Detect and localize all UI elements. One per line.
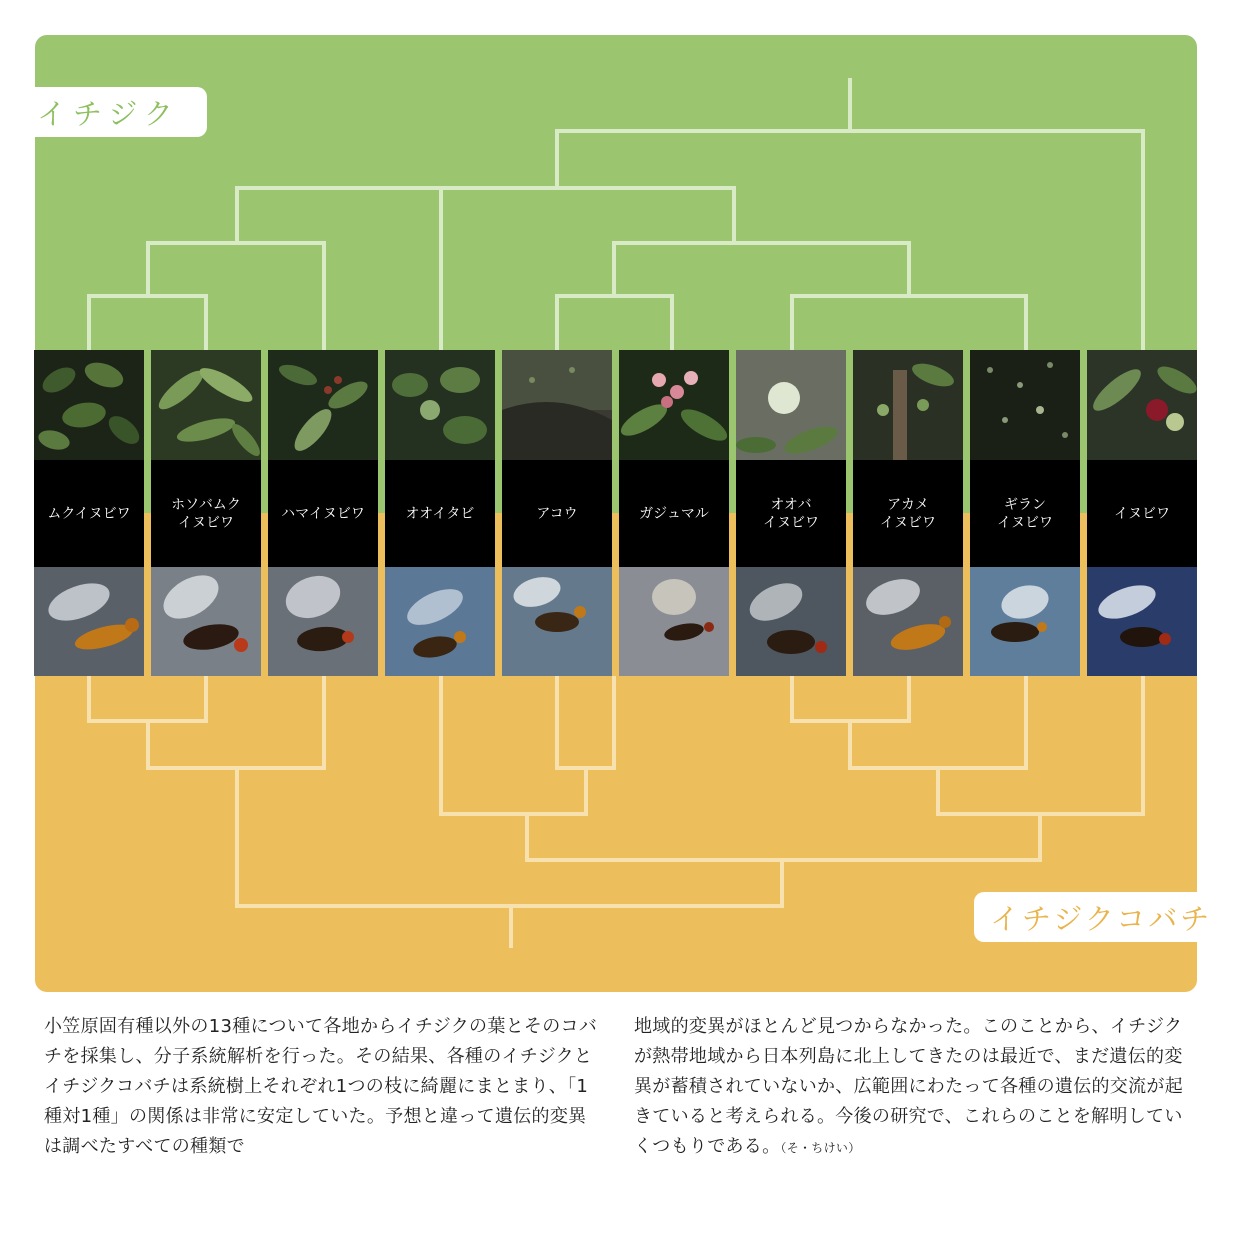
species-name: アカメ イヌビワ: [853, 460, 963, 567]
species-column: [268, 350, 378, 676]
wasp-photo: [736, 567, 846, 676]
author-credit: （そ・ちけい）: [780, 1141, 861, 1155]
wasp-tree-label: イチジクコバチ: [974, 892, 1197, 942]
wasp-photo: [853, 567, 963, 676]
species-name: ムクイヌビワ: [34, 460, 144, 567]
fig-photo: [151, 350, 261, 460]
species-column: [619, 350, 729, 676]
fig-photo: [1087, 350, 1197, 460]
wasp-photo: [619, 567, 729, 676]
species-name: ガジュマル: [619, 460, 729, 567]
body-text-right-content: 地域的変異がほとんど見つからなかった。このことから、イチジクが熱帯地域から日本列島に北上してきたのは最近で、まだ遺伝的変異が蓄積されていないか、広範囲にわたって各種の遺伝的交流が起きていると考えられる。今後の研究で、これらのことを解明していくつもりである。: [634, 1016, 1183, 1157]
wasp-photo: [151, 567, 261, 676]
fig-photo: [970, 350, 1080, 460]
fig-photo: [736, 350, 846, 460]
species-column: [151, 350, 261, 676]
wasp-photo: [502, 567, 612, 676]
body-text-left: 小笠原固有種以外の13種について各地からイチジクの葉とそのコバチを採集し、分子系統解析を行った。その結果、各種のイチジクとイチジクコバチは系統樹上それぞれ1つの枝に綺麗にまとまり、「1種対1種」の関係は非常に安定していた。予想と違って遺伝的変異は調べたすべての種類で: [44, 1016, 598, 1157]
species-column: [736, 350, 846, 676]
species-column: [385, 350, 495, 676]
species-name: オオバ イヌビワ: [736, 460, 846, 567]
fig-photo: [34, 350, 144, 460]
species-column: [1087, 350, 1197, 676]
fig-photo: [619, 350, 729, 460]
species-name: ホソバムク イヌビワ: [151, 460, 261, 567]
fig-tree-label: イチジク: [35, 87, 207, 137]
wasp-photo: [970, 567, 1080, 676]
fig-photo: [853, 350, 963, 460]
species-column: [502, 350, 612, 676]
wasp-photo: [1087, 567, 1197, 676]
wasp-photo: [385, 567, 495, 676]
fig-photo: [268, 350, 378, 460]
fig-tree: [89, 78, 1143, 350]
species-name: オオイタビ: [385, 460, 495, 567]
fig-photo: [385, 350, 495, 460]
species-column: [970, 350, 1080, 676]
species-name: アコウ: [502, 460, 612, 567]
body-text-right: [634, 1012, 1194, 1163]
species-name: ハマイヌビワ: [268, 460, 378, 567]
wasp-photo: [268, 567, 378, 676]
species-column: [34, 350, 144, 676]
species-name: ギラン イヌビワ: [970, 460, 1080, 567]
fig-photo: [502, 350, 612, 460]
species-name: イヌビワ: [1087, 460, 1197, 567]
species-column: [853, 350, 963, 676]
wasp-photo: [34, 567, 144, 676]
